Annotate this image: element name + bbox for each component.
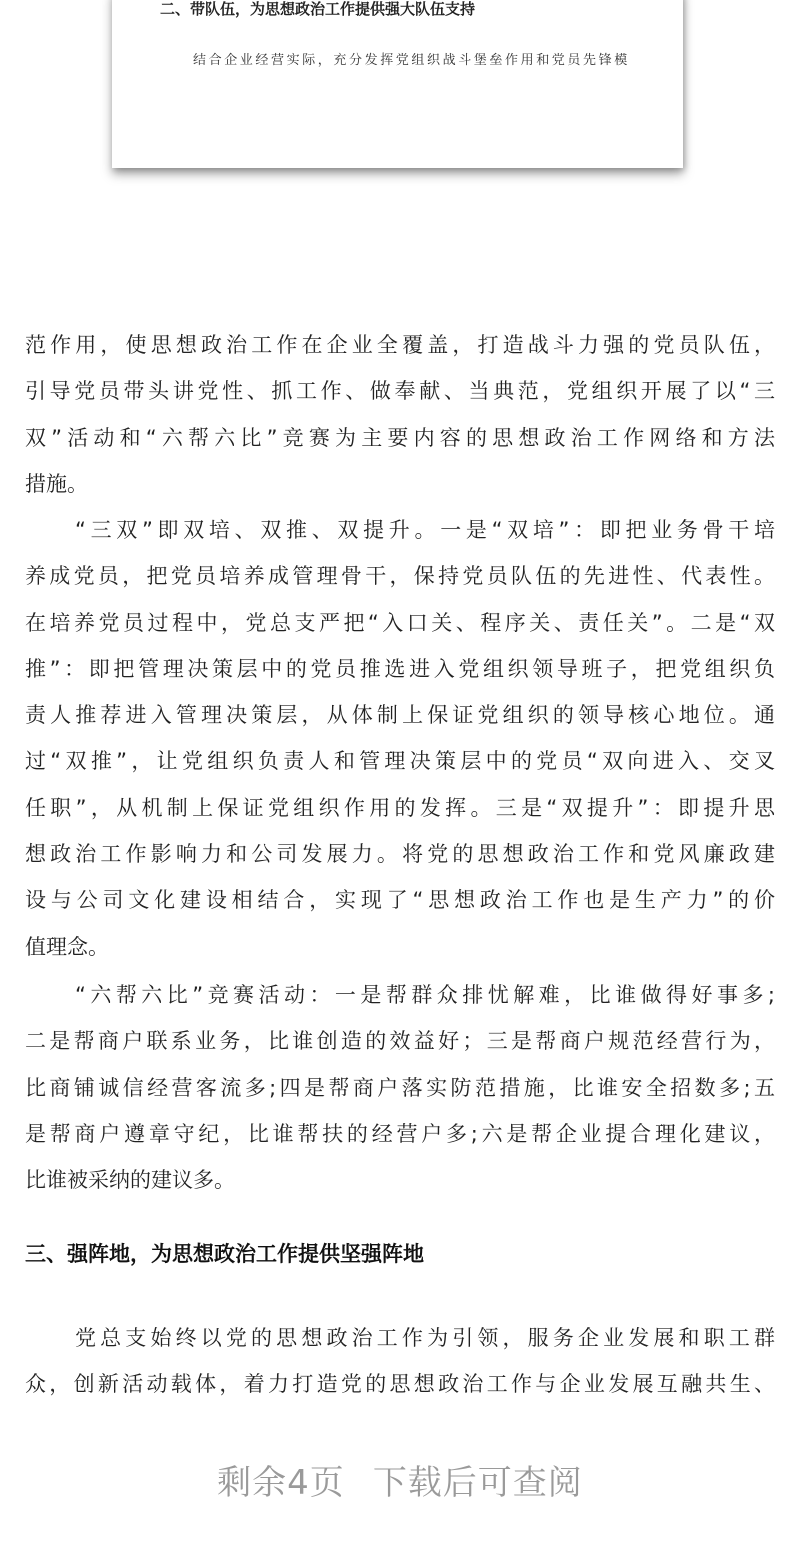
download-to-view-text: 下载后可查阅	[372, 1463, 583, 1503]
text-line: 众，创新活动载体，着力打造党的思想政治工作与企业发展互融共生、	[25, 1372, 775, 1397]
text-line: 想政治工作影响力和公司发展力。将党的思想政治工作和党风廉政建	[25, 842, 775, 867]
paragraph-2	[25, 507, 775, 970]
text-line: 养成党员，把党员培养成管理骨干，保持党员队伍的先进性、代表性。	[25, 564, 775, 589]
card-text-line: 结合企业经营实际，充分发挥党组织战斗堡垒作用和党员先锋模	[193, 53, 630, 68]
remaining-pages-text: 剩余4页	[217, 1463, 345, 1503]
text-line: 设与公司文化建设相结合，实现了“思想政治工作也是生产力”的价	[25, 888, 775, 913]
page-preview-card	[112, 0, 683, 168]
text-line: 在培养党员过程中，党总支严把“入口关、程序关、责任关”。二是“双	[25, 610, 775, 635]
text-line: “六帮六比”竞赛活动：一是帮群众排忧解难，比谁做得好事多;	[75, 983, 775, 1007]
text-line: 范作用，使思想政治工作在企业全覆盖，打造战斗力强的党员队伍，	[25, 333, 775, 357]
text-line: 党总支始终以党的思想政治工作为引领，服务企业发展和职工群	[75, 1326, 775, 1350]
section-heading-3: 三、强阵地，为思想政治工作提供坚强阵地	[25, 1242, 424, 1266]
text-line: 值理念。	[25, 934, 109, 959]
section-heading-2: 二、带队伍，为思想政治工作提供强大队伍支持	[160, 0, 476, 18]
text-line: 措施。	[25, 471, 88, 496]
paragraph-1	[25, 322, 775, 507]
paragraph-3	[25, 972, 775, 1203]
text-line: 比谁被采纳的建议多。	[25, 1168, 235, 1193]
text-line: 比商铺诚信经营客流多;四是帮商户落实防范措施，比谁安全招数多;五	[25, 1075, 775, 1100]
text-line: 引导党员带头讲党性、抓工作、做奉献、当典范，党组织开展了以“三	[25, 379, 775, 404]
text-line: 任职”，从机制上保证党组织作用的发挥。三是“双提升”：即提升思	[25, 795, 775, 820]
text-line: 推”：即把管理决策层中的党员推选进入党组织领导班子，把党组织负	[25, 656, 775, 681]
text-line: 是帮商户遵章守纪，比谁帮扶的经营户多;六是帮企业提合理化建议，	[25, 1121, 775, 1146]
text-line: 二是帮商户联系业务，比谁创造的效益好；三是帮商户规范经营行为，	[25, 1029, 775, 1054]
text-line: “三双”即双培、双推、双提升。一是“双培”：即把业务骨干培	[75, 518, 775, 542]
paragraph-4	[25, 1315, 775, 1408]
text-line: 双”活动和“六帮六比”竞赛为主要内容的思想政治工作网络和方法	[25, 425, 775, 450]
text-line: 过“双推”，让党组织负责人和管理决策层中的党员“双向进入、交叉	[25, 749, 775, 774]
text-line: 责人推荐进入管理决策层，从体制上保证党组织的领导核心地位。通	[25, 703, 775, 728]
download-prompt[interactable]	[0, 1455, 800, 1504]
